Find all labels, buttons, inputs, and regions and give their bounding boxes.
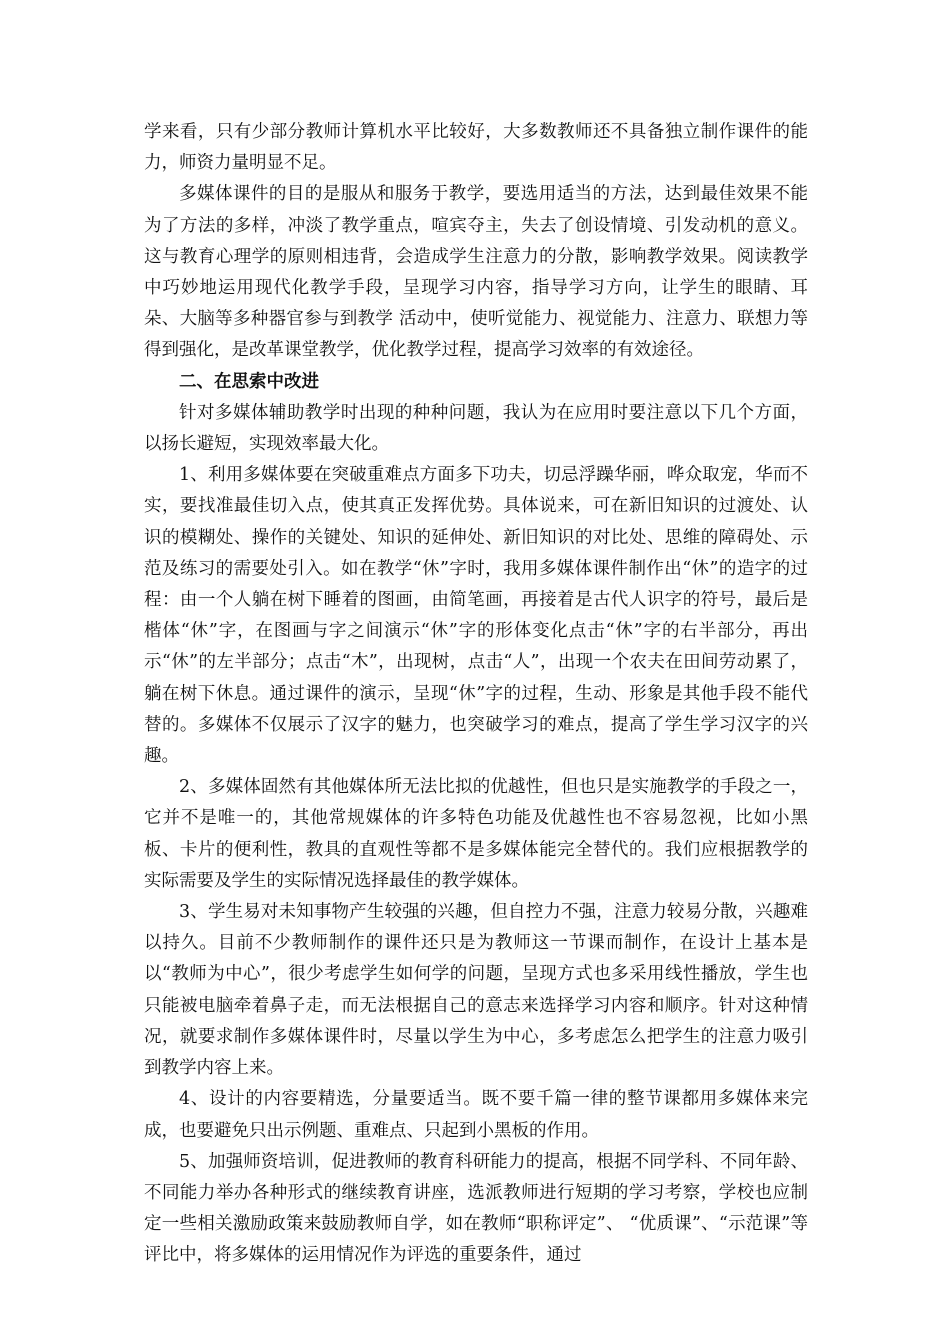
paragraph-intro: 针对多媒体辅助教学时出现的种种问题，我认为在应用时要注意以下几个方面，以扬长避短，实现效率最大化。	[144, 402, 808, 455]
paragraph-point-4: 4、设计的内容要精选，分量要适当。既不要千篇一律的整节课都用多媒体来完成，也要避免只出示例题、重难点、只起到小黑板的作用。	[144, 1089, 808, 1141]
paragraph-point-5: 5、加强师资培训，促进教师的教育科研能力的提高，根据不同学科、不同年龄、不同能力举办各种形式的继续教育讲座，选派教师进行短期的学习考察，学校也应制定一些相关激励政策来鼓励教师自学，如在教师“职称评定”、 “优质课”、“示范课”等评比中，将多媒体的运用情况作为评选的重要条件，通过	[144, 1151, 808, 1266]
section-heading: 二、在思索中改进	[179, 371, 319, 392]
paragraph-courseware-purpose: 多媒体课件的目的是服从和服务于教学，要选用适当的方法，达到最佳效果不能为了方法的多样，冲淡了教学重点，喧宾夺主，失去了创设情境、引发动机的意义。这与教育心理学的原则相违背，会造成学生注意力的分散，影响教学效果。阅读教学中巧妙地运用现代化教学手段，呈现学习内容，指导学习方向，让学生的眼睛、耳朵、大脑等多种器官参与到教学 活动中，使听觉能力、视觉能力、注意力、联想力等得到强化，是改革课堂教学，优化教学过程，提高学习效率的有效途径。	[144, 184, 808, 361]
paragraph-point-3: 3、学生易对未知事物产生较强的兴趣，但自控力不强，注意力较易分散，兴趣难以持久。目前不少教师制作的课件还只是为教师这一节课而制作，在设计上基本是以“教师为中心”，很少考虑学生如何学的问题，呈现方式也多采用线性播放，学生也只能被电脑牵着鼻子走，而无法根据自己的意志来选择学习内容和顺序。针对这种情况，就要求制作多媒体课件时，尽量以学生为中心，多考虑怎么把学生的注意力吸引到教学内容上来。	[144, 902, 808, 1079]
document-page	[144, 117, 808, 1272]
paragraph-continued: 学来看，只有少部分教师计算机水平比较好，大多数教师还不具备独立制作课件的能力，师资力量明显不足。	[144, 122, 808, 174]
paragraph-point-1: 1、利用多媒体要在突破重难点方面多下功夫，切忌浮躁华丽，哗众取宠，华而不实，要找准最佳切入点，使其真正发挥优势。具体说来，可在新旧知识的过渡处、认识的模糊处、操作的关键处、知识的延伸处、新旧知识的对比处、思维的障碍处、示范及练习的需要处引入。如在教学“休”字时，我用多媒体课件制作出“休”的造字的过程：由一个人躺在树下睡着的图画，由简笔画，再接着是古代人识字的符号，最后是楷体“休”字，在图画与字之间演示“休”字的形体变化点击“休”字的右半部分，再出示“休”的左半部分；点击“木”，出现树，点击“人”，出现一个农夫在田间劳动累了，躺在树下休息。通过课件的演示，呈现“休”字的过程，生动、形象是其他手段不能代替的。多媒体不仅展示了汉字的魅力，也突破学习的难点，提高了学生学习汉字的兴趣。	[144, 465, 808, 767]
paragraph-point-2: 2、多媒体固然有其他媒体所无法比拟的优越性，但也只是实施教学的手段之一，它并不是唯一的，其他常规媒体的许多特色功能及优越性也不容易忽视，比如小黑板、卡片的便利性，教具的直观性等都不是多媒体能完全替代的。我们应根据教学的实际需要及学生的实际情况选择最佳的教学媒体。	[144, 777, 808, 891]
